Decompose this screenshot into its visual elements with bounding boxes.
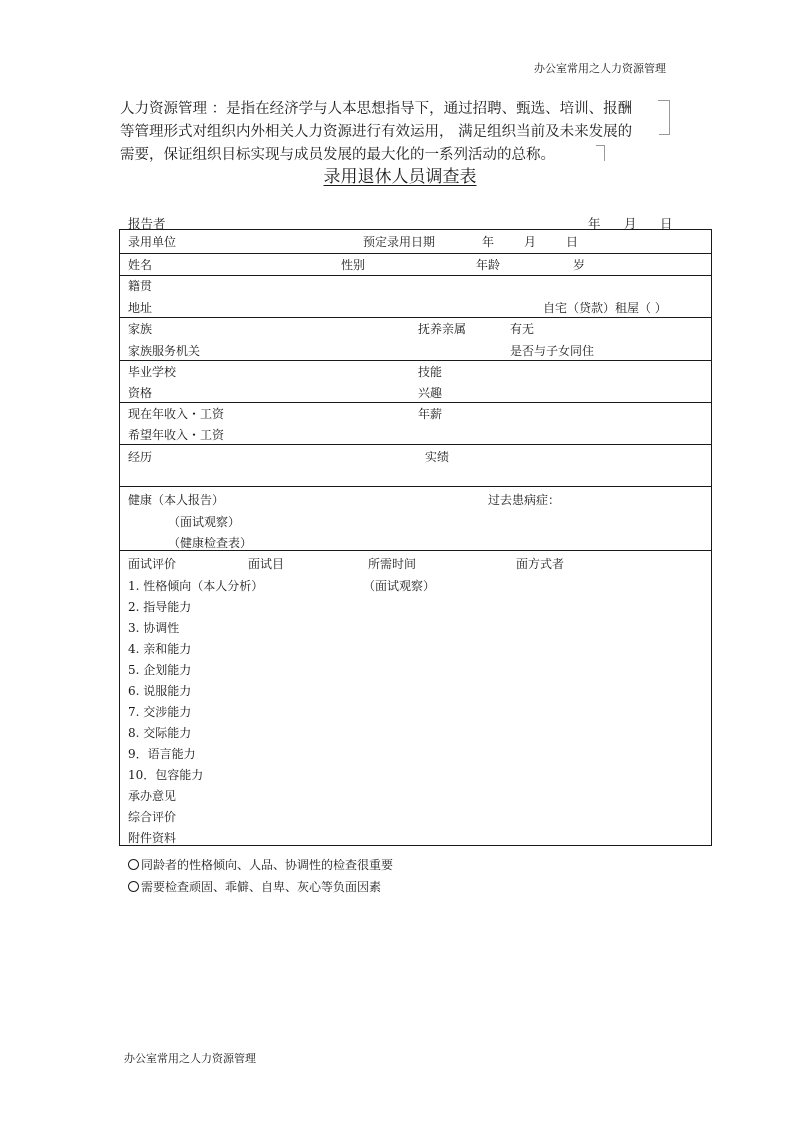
family-employer-label: 家族服务机关 — [128, 344, 201, 358]
intro-paragraph — [120, 98, 632, 167]
report-day-label: 日 — [660, 216, 673, 231]
report-year-label: 年 — [588, 216, 601, 231]
reporter-label: 报告者 — [128, 216, 166, 231]
hiring-unit-label: 录用单位 — [128, 235, 177, 249]
pension-label: 年薪 — [418, 407, 443, 421]
scan-mark — [669, 100, 670, 134]
personality-observation: （面试观察） — [363, 579, 436, 593]
row-divider — [120, 253, 711, 254]
scan-mark — [659, 134, 670, 135]
scan-mark — [596, 145, 605, 146]
report-month-label: 月 — [624, 216, 637, 231]
header-note: 办公室常用之人力资源管理 — [534, 62, 666, 75]
planned-day-label: 日 — [566, 235, 579, 249]
circle-icon — [128, 881, 139, 892]
overall-eval-label: 综合评价 — [128, 810, 177, 824]
age-label: 年龄 — [476, 258, 501, 272]
name-label: 姓名 — [128, 258, 153, 272]
row-divider — [120, 486, 711, 487]
note-item: 需要检查顽固、乖僻、自卑、灰心等负面因素 — [128, 878, 381, 895]
note-item: 同龄者的性格倾向、人品、协调性的检查很重要 — [128, 856, 393, 873]
health-check-label: （健康检查表） — [168, 536, 253, 550]
opinion-label: 承办意见 — [128, 789, 177, 803]
interests-label: 兴趣 — [418, 386, 443, 400]
planned-year-label: 年 — [482, 235, 495, 249]
skills-label: 技能 — [418, 365, 443, 379]
native-place-label: 籍贯 — [128, 279, 153, 293]
footer-note: 办公室常用之人力资源管理 — [124, 1052, 256, 1065]
eval-item: 2. 指导能力 — [128, 600, 192, 614]
interview-item-label: 面试目 — [248, 557, 285, 571]
achievements-label: 实绩 — [425, 450, 450, 464]
survey-form-table — [119, 229, 712, 846]
past-illness-label: 过去患病症： — [488, 493, 561, 507]
family-label: 家族 — [128, 322, 153, 336]
experience-label: 经历 — [128, 450, 153, 464]
address-label: 地址 — [128, 301, 153, 315]
scan-mark — [658, 100, 670, 101]
row-divider — [120, 444, 711, 445]
form-title: 录用退休人员调查表 — [323, 167, 477, 187]
row-divider — [120, 402, 711, 403]
has-none-label: 有无 — [510, 322, 535, 336]
scan-mark — [604, 145, 605, 161]
lives-with-children-label: 是否与子女同住 — [510, 344, 595, 358]
eval-item: 10．包容能力 — [128, 768, 204, 782]
eval-item: 5. 企划能力 — [128, 663, 192, 677]
row-divider — [120, 550, 711, 551]
gender-label: 性别 — [341, 258, 366, 272]
eval-item: 9．语言能力 — [128, 747, 196, 761]
age-unit-label: 岁 — [573, 258, 586, 272]
row-divider — [120, 360, 711, 361]
eval-item: 4. 亲和能力 — [128, 642, 192, 656]
health-interview-observation: （面试观察） — [168, 515, 241, 529]
planned-date-label: 预定录用日期 — [363, 235, 436, 249]
dependents-label: 抚养亲属 — [418, 322, 467, 336]
eval-item: 8. 交际能力 — [128, 726, 192, 740]
circle-icon — [128, 859, 139, 870]
eval-item: 7. 交涉能力 — [128, 705, 192, 719]
housing-label: 自宅（贷款）租屋（ ） — [543, 301, 667, 315]
time-required-label: 所需时间 — [368, 557, 417, 571]
eval-item: 6. 说服能力 — [128, 684, 192, 698]
health-label: 健康（本人报告） — [128, 493, 225, 507]
current-income-label: 现在年收入・工资 — [128, 407, 225, 421]
interview-eval-label: 面试评价 — [128, 557, 177, 571]
intro-line: 需要，保证组织目标实现与成员发展的最大化的一系列活动的总称。 — [120, 147, 555, 163]
eval-item: 3. 协调性 — [128, 621, 180, 635]
planned-month-label: 月 — [524, 235, 537, 249]
qualifications-label: 资格 — [128, 386, 153, 400]
personality-item: 1. 性格倾向（本人分析） — [128, 579, 264, 593]
intro-line: 人力资源管理 ：是指在经济学与人本思想指导下，通过招聘、甄选、培训、报酬 — [120, 101, 633, 117]
expected-income-label: 希望年收入・工资 — [128, 428, 225, 442]
interviewer-label: 面方式者 — [516, 557, 565, 571]
row-divider — [120, 317, 711, 318]
intro-line: 等管理形式对组织内外相关人力资源进行有效运用， 满足组织当前及未来发展的 — [120, 124, 633, 140]
row-divider — [120, 275, 711, 276]
school-label: 毕业学校 — [128, 365, 177, 379]
attachments-label: 附件资料 — [128, 831, 177, 845]
